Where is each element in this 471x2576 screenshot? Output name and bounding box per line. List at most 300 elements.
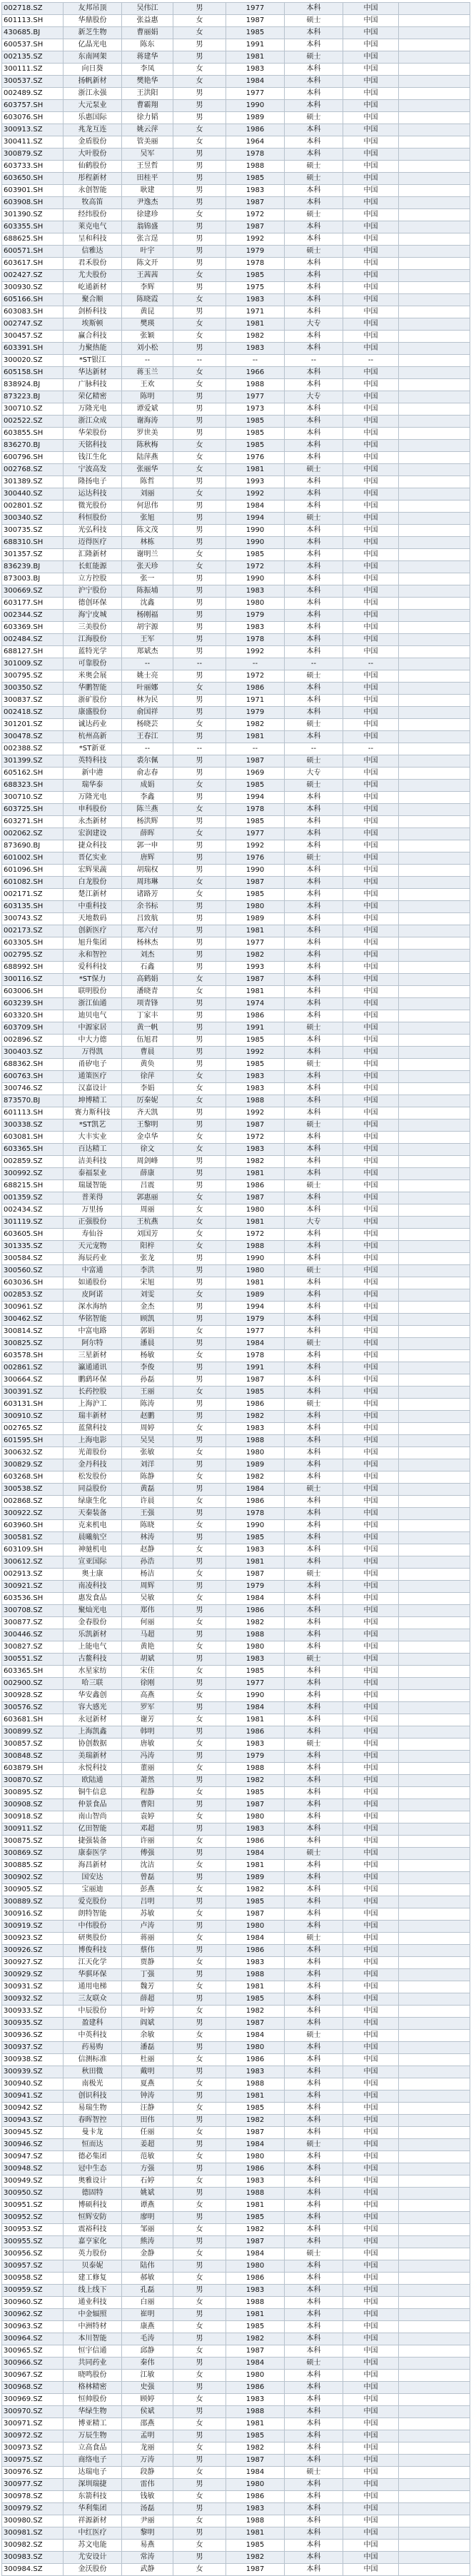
cell-gender: 男 <box>173 1253 226 1265</box>
cell-birth-year: 1980 <box>226 1811 285 1823</box>
cell-education: 本科 <box>285 2382 343 2394</box>
cell-birth-year: 1985 <box>226 270 285 282</box>
cell-education: 本科 <box>285 1192 343 1204</box>
cell-code: 836270.BJ <box>2 440 64 452</box>
cell-nationality: 中国 <box>343 1022 399 1035</box>
cell-empty <box>399 646 470 658</box>
cell-company: 洁美科技 <box>64 1156 122 1168</box>
cell-nationality: 中国 <box>343 1035 399 1047</box>
cell-birth-year: 1985 <box>226 1035 285 1047</box>
cell-empty <box>399 804 470 816</box>
cell-nationality: 中国 <box>343 2321 399 2333</box>
table-row <box>2 1326 470 1338</box>
cell-name: 方强 <box>122 2163 173 2175</box>
cell-empty <box>399 695 470 707</box>
cell-birth-year: 1988 <box>226 1241 285 1253</box>
cell-birth-year: 1985 <box>226 1993 285 2006</box>
cell-empty <box>399 428 470 440</box>
cell-education: 本科 <box>285 2103 343 2115</box>
cell-birth-year: 1993 <box>226 962 285 974</box>
cell-nationality: -- <box>343 658 399 670</box>
cell-empty <box>399 852 470 865</box>
cell-birth-year: 1980 <box>226 2370 285 2382</box>
cell-name: 任丽 <box>122 2127 173 2139</box>
cell-name: 蔡伟 <box>122 1945 173 1957</box>
table-row <box>2 136 470 149</box>
cell-nationality: 中国 <box>343 707 399 719</box>
cell-nationality: 中国 <box>343 1387 399 1399</box>
table-row <box>2 1605 470 1617</box>
cell-code: 002173.SZ <box>2 925 64 937</box>
cell-birth-year: 1985 <box>226 2540 285 2552</box>
cell-company: 捷强装备 <box>64 1836 122 1848</box>
cell-gender: 男 <box>173 1921 226 1933</box>
cell-name: 刘丽 <box>122 488 173 500</box>
cell-gender: 男 <box>173 998 226 1010</box>
cell-education: 本科 <box>285 2394 343 2406</box>
cell-birth-year: 1983 <box>226 2394 285 2406</box>
cell-gender: 男 <box>173 2382 226 2394</box>
cell-company: 通用电梯 <box>64 1981 122 1993</box>
cell-company: 牧高笛 <box>64 197 122 209</box>
cell-education: 本科 <box>285 1726 343 1739</box>
table-row <box>2 2540 470 2552</box>
cell-code: 300979.SZ <box>2 2503 64 2515</box>
cell-gender: 女 <box>173 15 226 27</box>
cell-company: 科恒股份 <box>64 513 122 525</box>
cell-name: 范敏 <box>122 2151 173 2163</box>
cell-education: 本科 <box>285 2455 343 2467</box>
cell-education: 本科 <box>285 610 343 622</box>
data-table <box>1 2 470 2576</box>
cell-empty <box>399 1241 470 1253</box>
cell-company: 永悦科技 <box>64 1763 122 1775</box>
cell-nationality: 中国 <box>343 464 399 476</box>
cell-name: 宋旭 <box>122 1277 173 1289</box>
cell-empty <box>399 343 470 355</box>
cell-name: 周辉 <box>122 1581 173 1593</box>
cell-nationality: 中国 <box>343 2515 399 2527</box>
cell-name: 陆萍燕 <box>122 452 173 464</box>
cell-birth-year: 1987 <box>226 877 285 889</box>
table-row <box>2 209 470 221</box>
cell-name: 杨敏 <box>122 1350 173 1362</box>
cell-company: 蓝特光学 <box>64 646 122 658</box>
cell-empty <box>399 780 470 792</box>
cell-empty <box>399 318 470 331</box>
cell-empty <box>399 476 470 488</box>
cell-education: 本科 <box>285 379 343 391</box>
cell-company: 瑞华泰 <box>64 780 122 792</box>
cell-company: 铜牛信息 <box>64 1787 122 1799</box>
cell-nationality: 中国 <box>343 1508 399 1520</box>
table-row <box>2 1945 470 1957</box>
cell-gender: 男 <box>173 1654 226 1666</box>
cell-name: 熊涛 <box>122 2236 173 2248</box>
table-row <box>2 1714 470 1726</box>
cell-name: 邱静 <box>122 2345 173 2358</box>
cell-name: 姚云萍 <box>122 124 173 136</box>
cell-birth-year: 1984 <box>226 2139 285 2151</box>
cell-birth-year: 1978 <box>226 1350 285 1362</box>
cell-gender: 女 <box>173 1387 226 1399</box>
cell-nationality: 中国 <box>343 452 399 464</box>
cell-empty <box>399 161 470 173</box>
cell-nationality: 中国 <box>343 2552 399 2564</box>
cell-education: 硕士 <box>285 15 343 27</box>
cell-company: 上海凯鑫 <box>64 1726 122 1739</box>
cell-code: 300735.SZ <box>2 525 64 537</box>
cell-company: 康盛股份 <box>64 707 122 719</box>
cell-code: 300980.SZ <box>2 2515 64 2527</box>
cell-empty <box>399 1374 470 1387</box>
cell-gender: 男 <box>173 840 226 852</box>
cell-code: 300923.SZ <box>2 1933 64 1945</box>
cell-gender: 女 <box>173 1083 226 1095</box>
cell-name: 孙磊 <box>122 1374 173 1387</box>
cell-empty <box>399 2406 470 2418</box>
cell-gender: 女 <box>173 1423 226 1435</box>
cell-company: 本川智能 <box>64 2333 122 2345</box>
cell-education: 本科 <box>285 1520 343 1532</box>
cell-company: 钱江生化 <box>64 452 122 464</box>
cell-education: 硕士 <box>285 1180 343 1192</box>
cell-nationality: 中国 <box>343 974 399 986</box>
cell-birth-year: 1987 <box>226 1569 285 1581</box>
cell-name: 宋佳 <box>122 1666 173 1678</box>
cell-code: 300964.SZ <box>2 2333 64 2345</box>
cell-empty <box>399 573 470 585</box>
cell-code: 300457.SZ <box>2 331 64 343</box>
cell-gender: 男 <box>173 865 226 877</box>
cell-nationality: 中国 <box>343 792 399 804</box>
cell-code: 300857.SZ <box>2 1739 64 1751</box>
cell-education: 本科 <box>285 1156 343 1168</box>
cell-nationality: 中国 <box>343 1192 399 1204</box>
cell-nationality: 中国 <box>343 88 399 100</box>
cell-education: 本科 <box>285 2430 343 2442</box>
cell-empty <box>399 306 470 318</box>
cell-gender: 女 <box>173 2345 226 2358</box>
cell-nationality: 中国 <box>343 549 399 561</box>
cell-nationality: 中国 <box>343 962 399 974</box>
cell-birth-year: 1986 <box>226 1010 285 1022</box>
cell-code: 688323.SH <box>2 780 64 792</box>
cell-birth-year: 1988 <box>226 1969 285 1981</box>
cell-empty <box>399 1775 470 1787</box>
cell-code: 300921.SZ <box>2 1581 64 1593</box>
cell-gender: 女 <box>173 1204 226 1217</box>
cell-code: 600796.SH <box>2 452 64 464</box>
cell-name: 薛超 <box>122 1993 173 2006</box>
cell-nationality: 中国 <box>343 1933 399 1945</box>
cell-nationality: 中国 <box>343 1180 399 1192</box>
cell-code: 300958.SZ <box>2 2273 64 2285</box>
cell-education: 本科 <box>285 221 343 233</box>
cell-birth-year: 1977 <box>226 391 285 403</box>
cell-empty <box>399 622 470 634</box>
cell-code: 002171.SZ <box>2 889 64 901</box>
cell-empty <box>399 51 470 64</box>
table-row <box>2 440 470 452</box>
cell-education: 本科 <box>285 1544 343 1556</box>
cell-company: 华鹏智能 <box>64 683 122 695</box>
cell-birth-year: 1985 <box>226 173 285 185</box>
cell-gender: 男 <box>173 937 226 950</box>
table-row <box>2 1556 470 1569</box>
cell-empty <box>399 1957 470 1969</box>
table-row <box>2 2091 470 2103</box>
table-row <box>2 1083 470 1095</box>
cell-company: 绿康生化 <box>64 1496 122 1508</box>
table-row <box>2 695 470 707</box>
cell-company: 扬帆新材 <box>64 76 122 88</box>
cell-company: 迪贝电气 <box>64 1010 122 1022</box>
cell-company: 亿晶光电 <box>64 39 122 51</box>
cell-gender: 女 <box>173 1520 226 1532</box>
cell-education: 本科 <box>285 2564 343 2576</box>
cell-nationality: 中国 <box>343 1908 399 1921</box>
cell-empty <box>399 39 470 51</box>
cell-education: 本科 <box>285 39 343 51</box>
cell-name: 刘雯 <box>122 1289 173 1302</box>
cell-birth-year: 1984 <box>226 1593 285 1605</box>
cell-code: 600571.SH <box>2 246 64 258</box>
cell-empty <box>399 2370 470 2382</box>
cell-nationality: 中国 <box>343 318 399 331</box>
cell-nationality: 中国 <box>343 1751 399 1763</box>
table-row <box>2 525 470 537</box>
cell-code: 603109.SH <box>2 1544 64 1556</box>
cell-birth-year: 1981 <box>226 1277 285 1289</box>
cell-code: 300937.SZ <box>2 2042 64 2054</box>
cell-name: 汪静 <box>122 2103 173 2115</box>
cell-code: 002062.SZ <box>2 828 64 840</box>
cell-code: 603605.SH <box>2 1229 64 1241</box>
cell-name: 徐力韬 <box>122 112 173 124</box>
cell-nationality: 中国 <box>343 2406 399 2418</box>
table-row <box>2 2018 470 2030</box>
cell-gender: 男 <box>173 1180 226 1192</box>
cell-birth-year: 1975 <box>226 282 285 294</box>
cell-empty <box>399 1411 470 1423</box>
cell-code: 603268.SH <box>2 1471 64 1484</box>
cell-empty <box>399 2260 470 2273</box>
cell-education: 本科 <box>285 306 343 318</box>
cell-company: 浙江众成 <box>64 416 122 428</box>
cell-gender: 女 <box>173 1641 226 1654</box>
cell-gender: 女 <box>173 1326 226 1338</box>
cell-education: 本科 <box>285 1993 343 2006</box>
cell-empty <box>399 1933 470 1945</box>
cell-gender: 男 <box>173 1848 226 1860</box>
cell-name: 蒋丽 <box>122 1933 173 1945</box>
cell-gender: 男 <box>173 1265 226 1277</box>
cell-nationality: 中国 <box>343 428 399 440</box>
cell-empty <box>399 1471 470 1484</box>
cell-code: 300931.SZ <box>2 1981 64 1993</box>
cell-company: 尤夫股份 <box>64 270 122 282</box>
cell-name: 贾静 <box>122 1957 173 1969</box>
cell-education: 本科 <box>285 440 343 452</box>
cell-education: 硕士 <box>285 1654 343 1666</box>
cell-name: 王欢 <box>122 379 173 391</box>
cell-nationality: 中国 <box>343 1362 399 1374</box>
table-row <box>2 51 470 64</box>
cell-birth-year: 1978 <box>226 149 285 161</box>
cell-gender: 女 <box>173 549 226 561</box>
cell-education: 本科 <box>285 2418 343 2430</box>
cell-birth-year: 1979 <box>226 1751 285 1763</box>
cell-education: 本科 <box>285 598 343 610</box>
table-row <box>2 2115 470 2127</box>
cell-company: 药易购 <box>64 2042 122 2054</box>
cell-code: 300746.SZ <box>2 1083 64 1095</box>
cell-company: 君禾股份 <box>64 258 122 270</box>
cell-code: 300551.SZ <box>2 1654 64 1666</box>
cell-gender: 男 <box>173 962 226 974</box>
cell-gender: 男 <box>173 1411 226 1423</box>
cell-birth-year: 1980 <box>226 1447 285 1459</box>
cell-education: 硕士 <box>285 209 343 221</box>
cell-empty <box>399 2139 470 2151</box>
cell-name: 罗世美 <box>122 428 173 440</box>
cell-name: 张敏 <box>122 1447 173 1459</box>
cell-nationality: 中国 <box>343 2018 399 2030</box>
cell-nationality: 中国 <box>343 1253 399 1265</box>
table-row <box>2 88 470 100</box>
cell-education: 本科 <box>285 233 343 246</box>
cell-company: 三美股份 <box>64 622 122 634</box>
cell-empty <box>399 2382 470 2394</box>
cell-education: 本科 <box>285 962 343 974</box>
cell-company: 乐凯新材 <box>64 1629 122 1641</box>
cell-nationality: 中国 <box>343 306 399 318</box>
cell-nationality: 中国 <box>343 1095 399 1107</box>
cell-gender: 女 <box>173 2297 226 2309</box>
cell-code: 300391.SZ <box>2 1387 64 1399</box>
cell-company: 英力股份 <box>64 2248 122 2260</box>
cell-nationality: 中国 <box>343 2527 399 2540</box>
cell-education: 本科 <box>285 1532 343 1544</box>
cell-code: 300956.SZ <box>2 2248 64 2260</box>
cell-gender: 男 <box>173 1775 226 1787</box>
cell-birth-year: 1980 <box>226 2042 285 2054</box>
cell-nationality: 中国 <box>343 1726 399 1739</box>
cell-code: 300116.SZ <box>2 974 64 986</box>
cell-empty <box>399 124 470 136</box>
cell-empty <box>399 1496 470 1508</box>
cell-company: 晨曦航空 <box>64 1532 122 1544</box>
cell-birth-year: 1977 <box>226 1326 285 1338</box>
cell-education: 本科 <box>285 2018 343 2030</box>
cell-birth-year: 1985 <box>226 2103 285 2115</box>
cell-education: 本科 <box>285 2078 343 2091</box>
cell-empty <box>399 258 470 270</box>
cell-name: 陈振埔 <box>122 585 173 598</box>
cell-gender: 男 <box>173 622 226 634</box>
cell-empty <box>399 1217 470 1229</box>
cell-nationality: 中国 <box>343 124 399 136</box>
cell-code: 300984.SZ <box>2 2564 64 2576</box>
table-row <box>2 161 470 173</box>
cell-company: 德必集团 <box>64 2151 122 2163</box>
cell-company: 米奥会展 <box>64 670 122 683</box>
cell-name: 李洪 <box>122 1265 173 1277</box>
cell-birth-year: 1983 <box>226 1957 285 1969</box>
cell-code: 603725.SH <box>2 804 64 816</box>
cell-empty <box>399 828 470 840</box>
cell-education: 本科 <box>285 2442 343 2455</box>
cell-education: 本科 <box>285 1908 343 1921</box>
cell-empty <box>399 998 470 1010</box>
cell-education: -- <box>285 658 343 670</box>
table-row <box>2 1107 470 1120</box>
cell-company: 光莆股份 <box>64 1447 122 1459</box>
cell-birth-year: 1986 <box>226 2054 285 2066</box>
cell-nationality: 中国 <box>343 513 399 525</box>
cell-birth-year: 1987 <box>226 1192 285 1204</box>
cell-empty <box>399 1544 470 1556</box>
cell-name: 姜超 <box>122 2139 173 2151</box>
cell-code: 300941.SZ <box>2 2091 64 2103</box>
cell-code: 603239.SH <box>2 998 64 1010</box>
cell-birth-year: 1994 <box>226 513 285 525</box>
cell-gender: 男 <box>173 2406 226 2418</box>
cell-empty <box>399 1726 470 1739</box>
cell-gender: 男 <box>173 2527 226 2540</box>
cell-nationality: 中国 <box>343 950 399 962</box>
cell-birth-year: 1988 <box>226 2297 285 2309</box>
cell-education: 本科 <box>285 1921 343 1933</box>
cell-code: 603320.SH <box>2 1010 64 1022</box>
cell-birth-year: 1986 <box>226 683 285 695</box>
cell-code: 300889.SZ <box>2 1896 64 1908</box>
cell-birth-year: 1984 <box>226 2467 285 2479</box>
table-row <box>2 1811 470 1823</box>
cell-nationality: 中国 <box>343 1556 399 1569</box>
cell-company: 仲景食品 <box>64 1799 122 1811</box>
cell-gender: 男 <box>173 1726 226 1739</box>
table-row <box>2 2127 470 2139</box>
table-row <box>2 1022 470 1035</box>
cell-birth-year: 1987 <box>226 2236 285 2248</box>
cell-birth-year: 1985 <box>226 816 285 828</box>
cell-education: 本科 <box>285 416 343 428</box>
cell-education: 硕士 <box>285 161 343 173</box>
cell-gender: 男 <box>173 852 226 865</box>
cell-company: 宝丽迪 <box>64 1884 122 1896</box>
cell-gender: 女 <box>173 2078 226 2091</box>
cell-education: 本科 <box>285 792 343 804</box>
cell-gender: 男 <box>173 1459 226 1471</box>
cell-nationality: 中国 <box>343 331 399 343</box>
table-row <box>2 1569 470 1581</box>
cell-company: 博亚精工 <box>64 2418 122 2430</box>
cell-nationality: 中国 <box>343 1204 399 1217</box>
cell-nationality: 中国 <box>343 889 399 901</box>
table-row <box>2 2552 470 2564</box>
cell-birth-year: 1992 <box>226 488 285 500</box>
cell-empty <box>399 792 470 804</box>
cell-name: 钱敏 <box>122 2491 173 2503</box>
cell-empty <box>399 1144 470 1156</box>
cell-name: 董丽 <box>122 1763 173 1775</box>
cell-code: 300972.SZ <box>2 2430 64 2442</box>
cell-company: 南极光 <box>64 2078 122 2091</box>
cell-code: 002801.SZ <box>2 500 64 513</box>
cell-education: 本科 <box>285 537 343 549</box>
